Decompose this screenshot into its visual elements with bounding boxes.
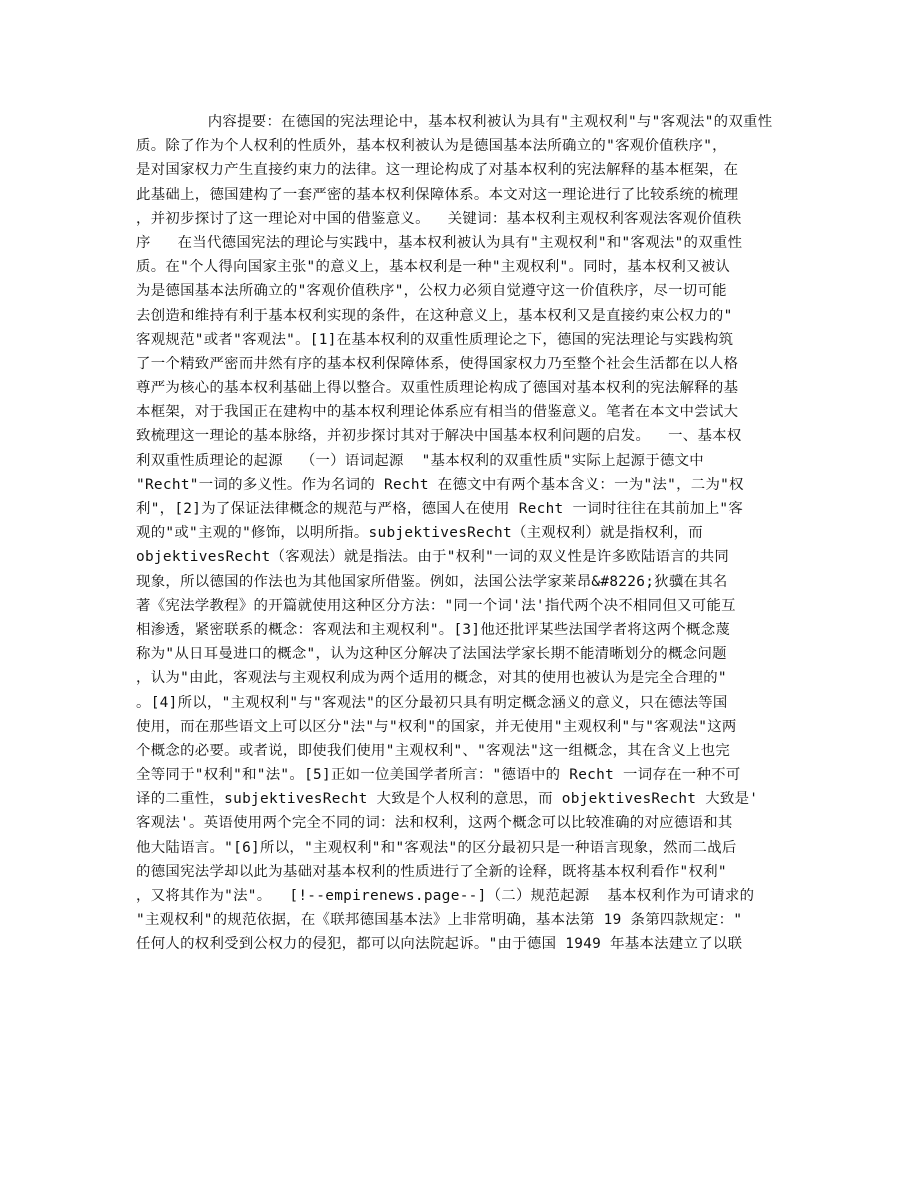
text-line: 质。除了作为个人权利的性质外，基本权利被认为是德国基本法所确立的"客观价值秩序"， xyxy=(136,138,727,155)
text-line: 客观法'。英语使用两个完全不同的词：法和权利，这两个概念可以比较准确的对应德语和其 xyxy=(136,815,733,832)
text-line: 相渗透，紧密联系的概念：客观法和主观权利"。[3]他还批评某些法国学者将这两个概念蔑 xyxy=(136,621,731,638)
text-line: "主观权利"的规范依据，在《联邦德国基本法》上非常明确，基本法第 19 条第四款规定：" xyxy=(136,912,743,929)
text-line: ，又将其作为"法"。 [!--empirenews.page--]（二）规范起源 基本权利作为可请求的 xyxy=(136,888,755,904)
text-line: "Recht"一词的多义性。作为名词的 Recht 在德文中有两个基本含义：一为"法"，二为"权 xyxy=(136,476,744,493)
text-line: 称为"从日耳曼进口的概念"，认为这种区分解决了法国法学家长期不能清晰划分的概念问题 xyxy=(136,646,727,663)
text-line: 他大陆语言。"[6]所以，"主观权利"和"客观法"的区分最初只是一种语言现象，然而二战后 xyxy=(136,839,737,856)
text-line: 了一个精致严密而井然有序的基本权利保障体系，使得国家权力乃至整个社会生活都在以人格 xyxy=(136,355,739,372)
text-line: 观的"或"主观的"修饰，以明所指。subjektivesRecht（主观权利）就是指权利，而 xyxy=(136,525,703,542)
text-line: 本框架，对于我国正在建构中的基本权利理论体系应有相当的借鉴意义。笔者在本文中尝试大 xyxy=(136,404,739,421)
text-line: 序 在当代德国宪法的理论与实践中，基本权利被认为具有"主观权利"和"客观法"的双重性 xyxy=(136,234,743,251)
text-line: 全等同于"权利"和"法"。[5]正如一位美国学者所言："德语中的 Recht 一词存在一种不可 xyxy=(136,767,741,784)
text-line: 任何人的权利受到公权力的侵犯，都可以向法院起诉。"由于德国 1949 年基本法建立了以联 xyxy=(136,936,743,953)
text-line: 内容提要：在德国的宪法理论中，基本权利被认为具有"主观权利"与"客观法"的双重性 xyxy=(136,114,773,130)
text-line: 尊严为核心的基本权利基础上得以整合。双重性质理论构成了德国对基本权利的宪法解释的基 xyxy=(136,380,739,397)
text-line: 译的二重性，subjektivesRecht 大致是个人权利的意思，而 objektivesRecht 大致是' xyxy=(136,791,759,808)
text-line: 致梳理这一理论的基本脉络，并初步探讨其对于解决中国基本权利问题的启发。 一、基本权 xyxy=(136,428,742,445)
article-body xyxy=(136,110,786,957)
text-line: 利双重性质理论的起源 （一）语词起源 "基本权利的双重性质"实际上起源于德文中 xyxy=(136,452,704,469)
text-line: 是对国家权力产生直接约束力的法律。这一理论构成了对基本权利的宪法解释的基本框架，在 xyxy=(136,162,739,179)
text-line: 个概念的必要。或者说，即使我们使用"主观权利"、"客观法"这一组概念，其在含义上也完 xyxy=(136,742,731,759)
text-line: 。[4]所以，"主观权利"与"客观法"的区分最初只具有明定概念涵义的意义，只在德法等国 xyxy=(136,694,728,711)
text-line: 现象，所以德国的作法也为其他国家所借鉴。例如，法国公法学家莱昂&#8226;狄骥在其名 xyxy=(136,573,728,590)
text-line: 质。在"个人得向国家主张"的意义上，基本权利是一种"主观权利"。同时，基本权利又被认 xyxy=(136,259,731,276)
text-line: 为是德国基本法所确立的"客观价值秩序"，公权力必须自觉遵守这一价值秩序，尽一切可能 xyxy=(136,283,727,300)
text-line: 利"，[2]为了保证法律概念的规范与严格，德国人在使用 Recht 一词时往往在其前加上"客 xyxy=(136,501,744,517)
text-line: ，认为"由此，客观法与主观权利成为两个适用的概念，对其的使用也被认为是完全合理的" xyxy=(136,670,727,687)
text-line: 使用，而在那些语文上可以区分"法"与"权利"的国家，并无使用"主观权利"与"客观法"这两 xyxy=(136,718,737,735)
text-line: ，并初步探讨了这一理论对中国的借鉴意义。 关键词：基本权利主观权利客观法客观价值秩 xyxy=(136,210,742,227)
text-line: 的德国宪法学却以此为基础对基本权利的性质进行了全新的诠释，既将基本权利看作"权利" xyxy=(136,863,727,880)
text-line: 客观规范"或者"客观法"。[1]在基本权利的双重性质理论之下，德国的宪法理论与实践构筑 xyxy=(136,331,734,348)
text-line: 著《宪法学教程》的开篇就使用这种区分方法："同一个词'法'指代两个决不相同但又可能互 xyxy=(136,597,736,614)
text-line: 去创造和维持有利于基本权利实现的条件，在这种意义上，基本权利又是直接约束公权力的" xyxy=(136,307,733,324)
text-line: 此基础上，德国建构了一套严密的基本权利保障体系。本文对这一理论进行了比较系统的梳理 xyxy=(136,186,739,203)
text-line: objektivesRecht（客观法）就是指法。由于"权利"一词的双义性是许多欧陆语言的共同 xyxy=(136,549,730,566)
